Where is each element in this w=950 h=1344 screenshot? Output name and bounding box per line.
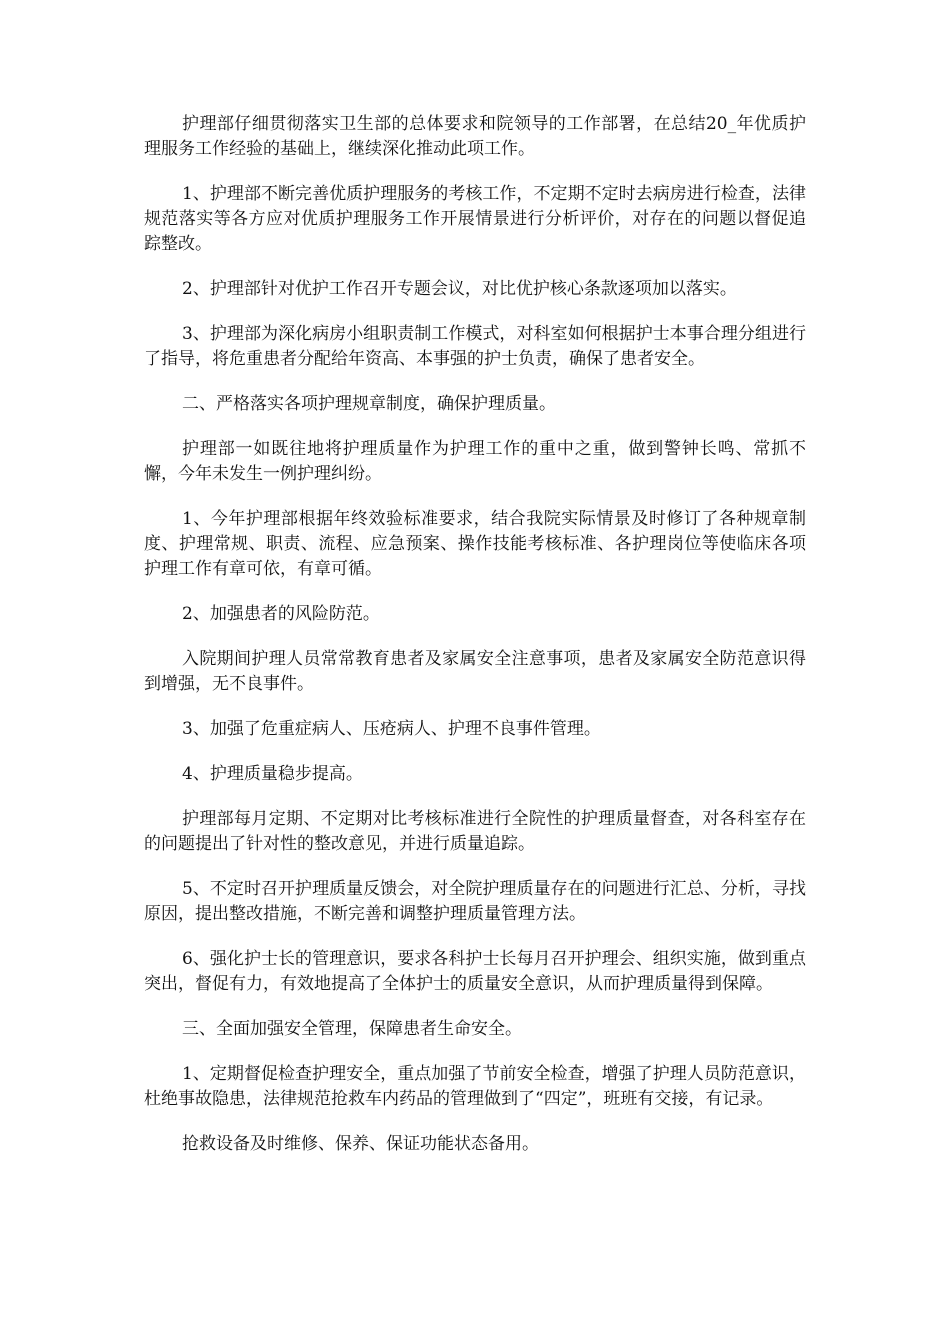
paragraph-text: 入院期间护理人员常常教育患者及家属安全注意事项，患者及家属安全防范意识得到增强，无不良事件。	[144, 649, 806, 694]
section-heading: 二、严格落实各项护理规章制度，确保护理质量。	[182, 394, 556, 414]
paragraph-text: 护理部一如既往地将护理质量作为护理工作的重中之重，做到警钟长鸣、常抓不懈，今年未发生一例护理纠纷。	[144, 439, 806, 484]
paragraph-item: 2、护理部针对优护工作召开专题会议，对比优护核心条款逐项加以落实。	[182, 279, 737, 299]
paragraph-item: 5、不定时召开护理质量反馈会，对全院护理质量存在的问题进行汇总、分析，寻找原因，提出整改措施，不断完善和调整护理质量管理方法。	[144, 879, 806, 924]
paragraph-item: 3、加强了危重症病人、压疮病人、护理不良事件管理。	[182, 719, 601, 739]
paragraph-item: 2、加强患者的风险防范。	[182, 604, 380, 624]
paragraph-text: 抢救设备及时维修、保养、保证功能状态备用。	[182, 1134, 539, 1154]
paragraph-intro: 护理部仔细贯彻落实卫生部的总体要求和院领导的工作部署，在总结20_年优质护理服务工作经验的基础上，继续深化推动此项工作。	[144, 114, 806, 159]
section-heading: 三、全面加强安全管理，保障患者生命安全。	[182, 1019, 522, 1039]
paragraph-item: 6、强化护士长的管理意识，要求各科护士长每月召开护理会、组织实施，做到重点突出，督促有力，有效地提高了全体护士的质量安全意识，从而护理质量得到保障。	[144, 949, 806, 994]
paragraph-item: 1、今年护理部根据年终效验标准要求，结合我院实际情景及时修订了各种规章制度、护理常规、职责、流程、应急预案、操作技能考核标准、各护理岗位等使临床各项护理工作有章可依，有章可循。	[144, 509, 806, 579]
paragraph-item: 3、护理部为深化病房小组职责制工作模式，对科室如何根据护士本事合理分组进行了指导，将危重患者分配给年资高、本事强的护士负责，确保了患者安全。	[144, 324, 806, 369]
paragraph-text: 护理部每月定期、不定期对比考核标准进行全院性的护理质量督查，对各科室存在的问题提出了针对性的整改意见，并进行质量追踪。	[144, 809, 806, 854]
document-body	[144, 112, 806, 1177]
paragraph-item: 1、护理部不断完善优质护理服务的考核工作，不定期不定时去病房进行检查，法律规范落实等各方应对优质护理服务工作开展情景进行分析评价，对存在的问题以督促追踪整改。	[144, 184, 806, 254]
paragraph-item: 4、护理质量稳步提高。	[182, 764, 363, 784]
paragraph-item: 1、定期督促检查护理安全，重点加强了节前安全检查，增强了护理人员防范意识，杜绝事故隐患，法律规范抢救车内药品的管理做到了“四定”，班班有交接，有记录。	[144, 1064, 806, 1109]
